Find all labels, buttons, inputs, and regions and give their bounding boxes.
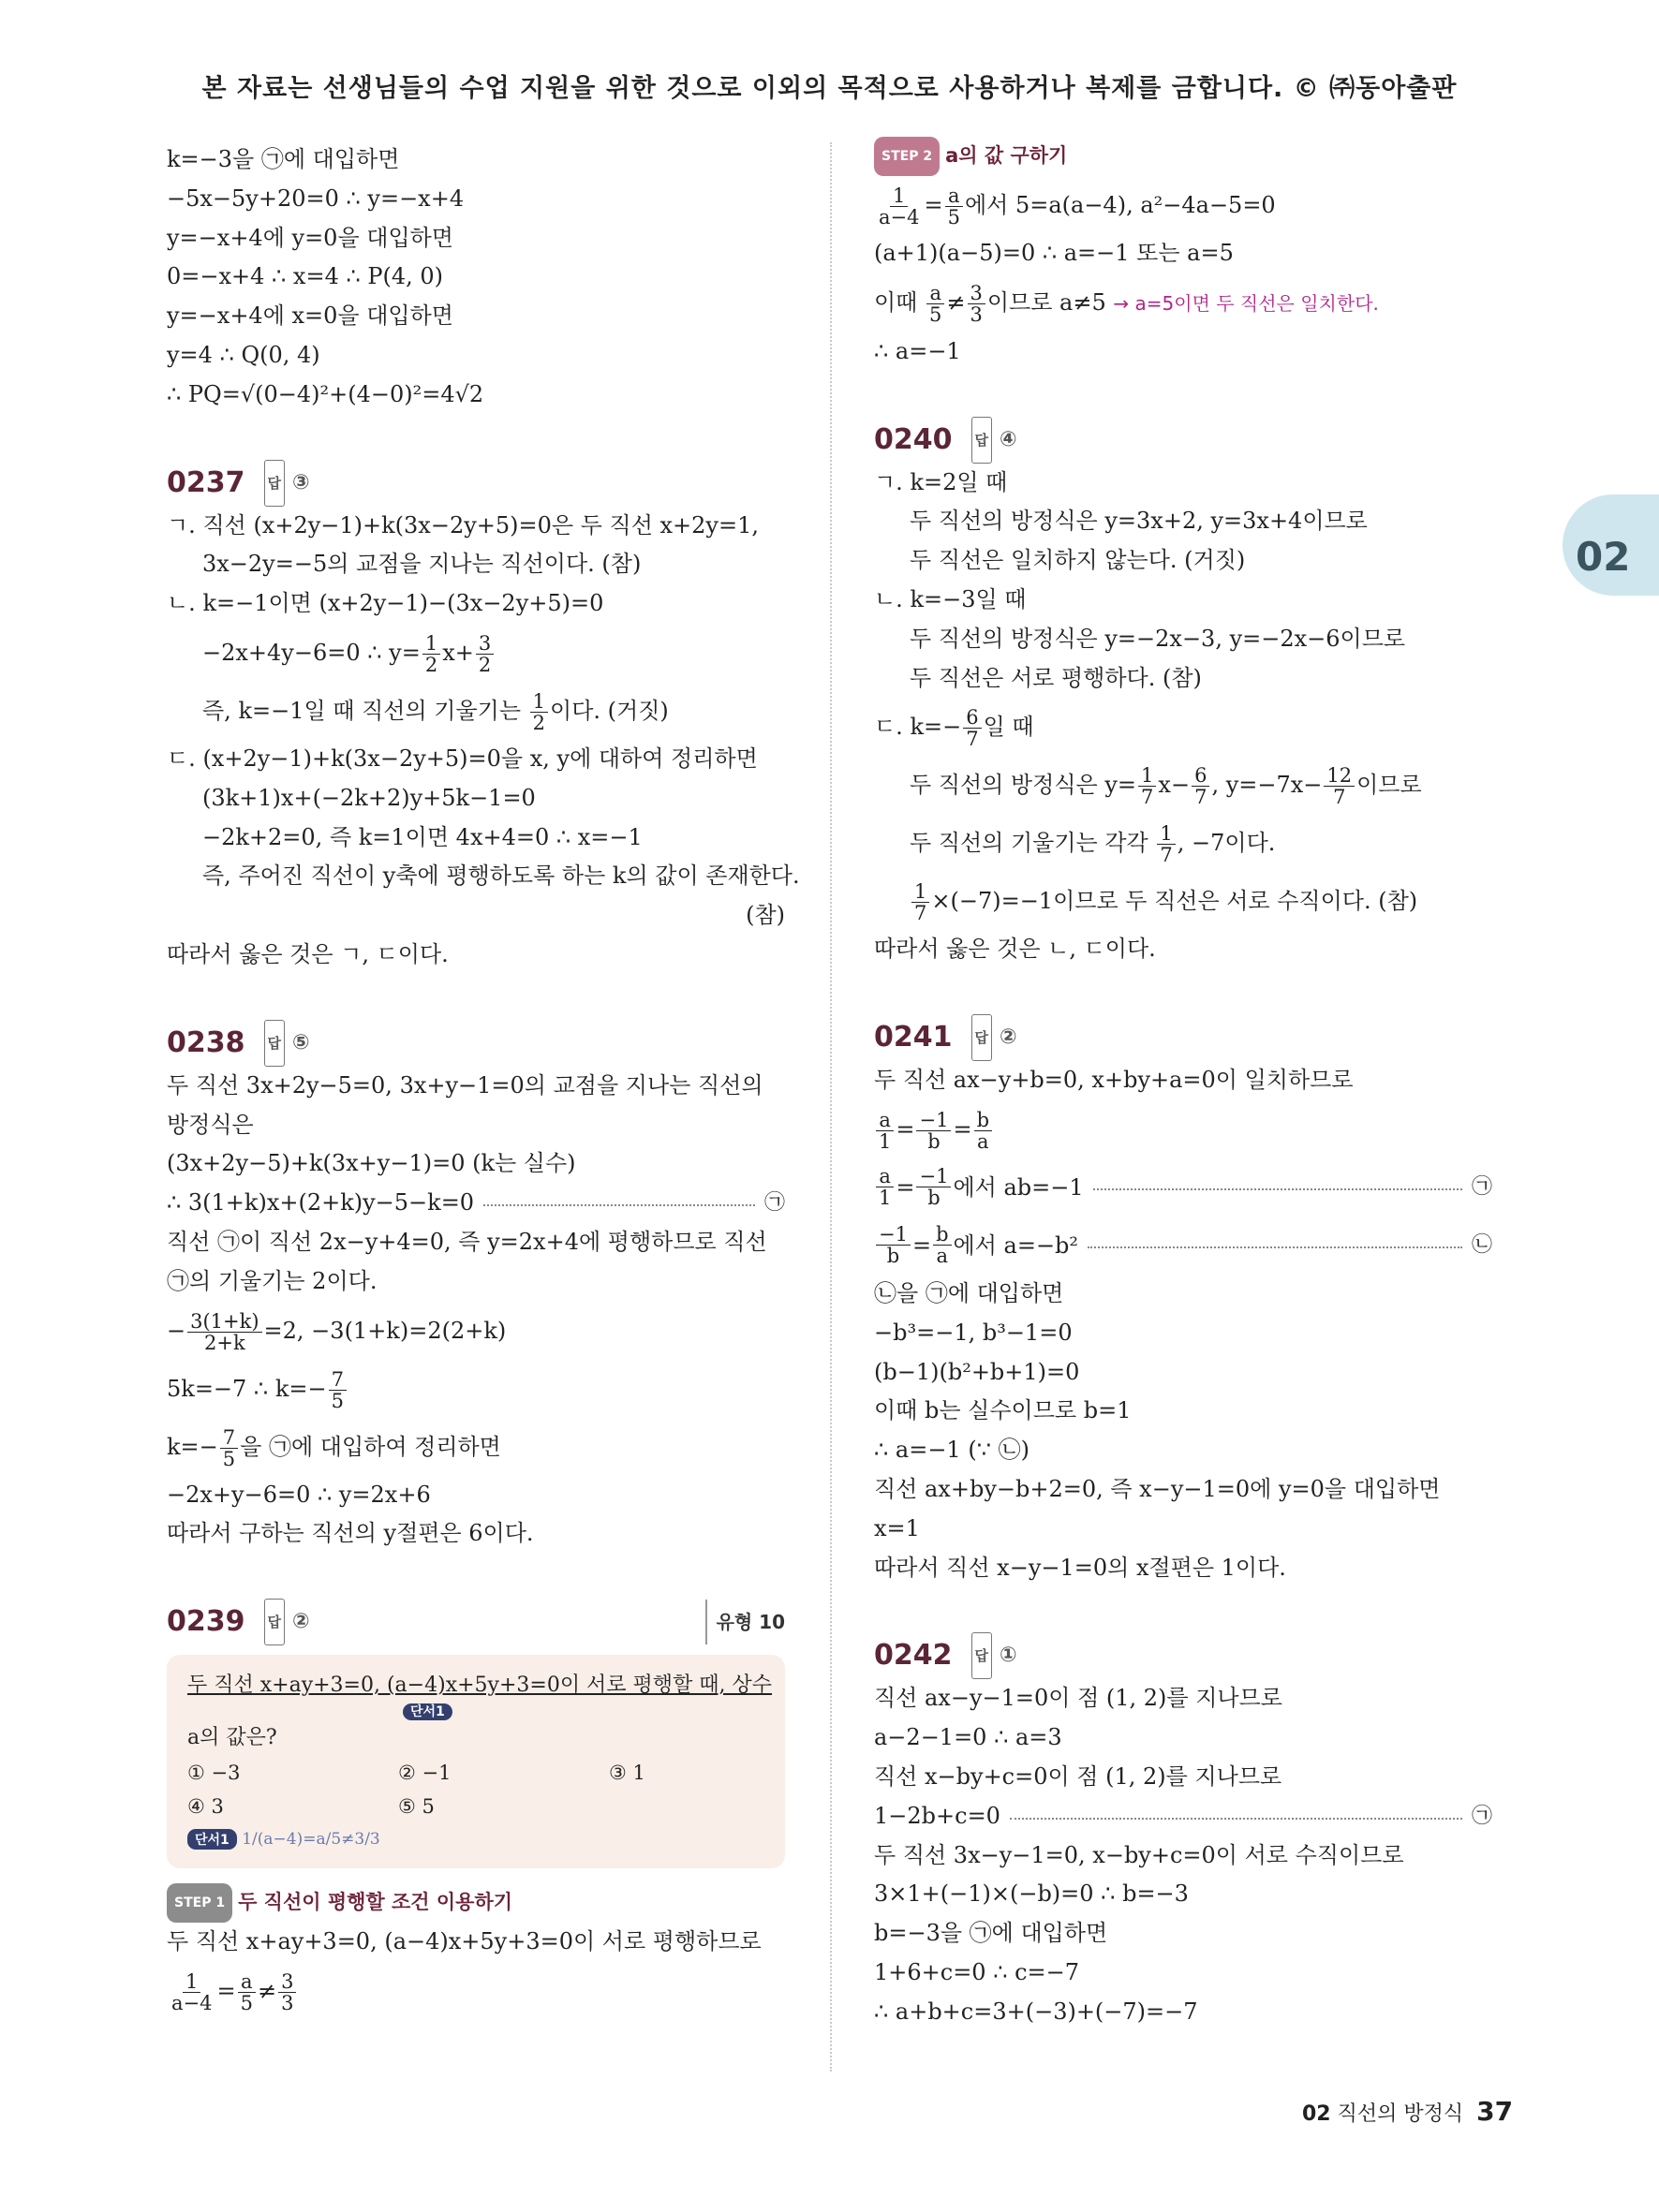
text-line: b=−3을 ㉠에 대입하면 xyxy=(874,1920,1108,1947)
text-line: ∴ a=−1 (∵ ㉡) xyxy=(874,1437,1029,1464)
fraction: $\frac{a}{5}$ xyxy=(238,1971,256,2013)
text-line: 두 직선 3x+2y−5=0, 3x+y−1=0의 교점을 지나는 직선의 xyxy=(167,1071,763,1099)
choice: ⑤ 5 xyxy=(398,1795,435,1819)
question-text: 두 직선 x+ay+3=0, (a−4)x+5y+3=0이 서로 평행할 때, 상수 xyxy=(187,1674,773,1698)
text-line: 따라서 옳은 것은 ㄴ, ㄷ이다. xyxy=(874,936,1156,963)
text-line: −2x+4y−6=0 ∴ y= $\frac{1}{2}$ x+ $\frac{3}{2}$ xyxy=(167,624,785,682)
problem-0238 xyxy=(167,1020,785,1554)
text-line: 즉, k=−1일 때 직선의 기울기는 $\frac{1}{2}$ 이다. (거짓) xyxy=(202,689,669,734)
text-line: k=−3을 ㉠에 대입하면 xyxy=(167,146,400,172)
answer-badge: 답 ⑤ xyxy=(264,1020,310,1067)
copyright-header: 본 자료는 선생님들의 수업 지원을 위한 것으로 이외의 목적으로 사용하거나 복제를 금합니다. © ㈜동아출판 xyxy=(201,74,1458,103)
answer-badge: 답 ② xyxy=(264,1599,310,1645)
choice: ① −3 xyxy=(187,1762,241,1785)
text-line: 5k=−7 ∴ k=− $\frac{7}{5}$ xyxy=(167,1360,785,1418)
left-column xyxy=(167,140,800,2020)
text-line: ㄱ. 직선 (x+2y−1)+k(3x−2y+5)=0은 두 직선 x+2y=1, xyxy=(167,511,759,538)
text-line: y=−x+4에 y=0을 대입하면 xyxy=(167,224,453,251)
text-line: 두 직선은 일치하지 않는다. (거짓) xyxy=(910,547,1246,574)
problem-number: 0241 답 ② xyxy=(874,1014,1492,1061)
problem-number: 0237 답 ③ xyxy=(167,460,785,507)
page-footer: 02 직선의 방정식 37 xyxy=(1302,2096,1514,2127)
text-line: ㄴ. k=−1이면 (x+2y−1)−(3x−2y+5)=0 xyxy=(167,590,604,617)
text-line: 두 직선의 방정식은 y=3x+2, y=3x+4이므로 xyxy=(910,508,1368,535)
fraction: $\frac{1}{a-4}$ xyxy=(171,1969,213,2014)
text-line: k=− $\frac{7}{5}$ 을 ㉠에 대입하여 정리하면 xyxy=(167,1425,501,1470)
fraction: $\frac{1}{7}$ xyxy=(1157,823,1175,865)
text-line: ∴ 3(1+k)x+(2+k)y−5−k=0 ㉠ xyxy=(167,1189,785,1217)
fraction: $\frac{7}{5}$ xyxy=(220,1427,238,1469)
text-line: $\frac{a}{1}$ = $\frac{-1}{b}$ = $\frac{b}{a}$ xyxy=(874,1100,1492,1158)
text-line: $\frac{a}{1}$ = $\frac{-1}{b}$ 에서 ab=−1 ㉠ xyxy=(874,1158,1492,1217)
text-line: $\frac{-1}{b}$ = $\frac{b}{a}$ 에서 a=−b² ㉡ xyxy=(874,1217,1492,1275)
fraction: $\frac{1}{2}$ xyxy=(422,633,440,675)
problem-0242 xyxy=(874,1632,1492,2031)
text-line: ㄴ. k=−3일 때 xyxy=(874,585,1027,612)
choice: ④ 3 xyxy=(187,1795,224,1819)
problem-0239 xyxy=(167,1599,785,2020)
text-line: 직선 x−by+c=0이 점 (1, 2)를 지나므로 xyxy=(874,1762,1282,1790)
fraction: $\frac{-1}{b}$ xyxy=(876,1224,911,1266)
text-line: 두 직선 3x−y−1=0, x−by+c=0이 서로 수직이므로 xyxy=(874,1841,1404,1868)
intro-solution xyxy=(167,140,785,415)
text-line: y=4 ∴ Q(0, 4) xyxy=(167,341,320,368)
text-line: 따라서 구하는 직선의 y절편은 6이다. xyxy=(167,1520,534,1547)
fraction: $\frac{6}{7}$ xyxy=(963,707,981,749)
text-line: 따라서 직선 x−y−1=0의 x절편은 1이다. xyxy=(874,1554,1286,1581)
text-line: ㄱ. k=2일 때 xyxy=(874,468,1008,495)
chapter-tab: 02 xyxy=(1563,494,1659,596)
text-line: (3x+2y−5)+k(3x+y−1)=0 (k는 실수) xyxy=(167,1150,576,1177)
fraction: $\frac{a}{1}$ xyxy=(876,1110,894,1152)
text-line: 두 직선의 기울기는 각각 $\frac{1}{7}$ , −7이다. xyxy=(910,822,1276,867)
problem-number: 0239 답 ② 유형 10 xyxy=(167,1599,785,1645)
fraction: $\frac{3}{3}$ xyxy=(278,1971,296,2013)
text-line: 3×1+(−1)×(−b)=0 ∴ b=−3 xyxy=(874,1880,1189,1908)
text-line: ㄷ. k=− $\frac{6}{7}$ 일 때 xyxy=(874,706,1034,751)
text-line: ㄷ. (x+2y−1)+k(3x−2y+5)=0을 x, y에 대하여 정리하면 xyxy=(167,745,758,772)
text-line: y=−x+4에 x=0을 대입하면 xyxy=(167,302,453,330)
text-line: 두 직선 x+ay+3=0, (a−4)x+5y+3=0이 서로 평행하므로 xyxy=(167,1928,762,1955)
choices xyxy=(187,1756,764,1823)
text-line: (b−1)(b²+b+1)=0 xyxy=(874,1358,1080,1385)
text-line: 이때 b는 실수이므로 b=1 xyxy=(874,1397,1132,1424)
fraction: $\frac{6}{7}$ xyxy=(1192,765,1209,807)
fraction: $\frac{a}{5}$ xyxy=(945,185,963,228)
text-line: 두 직선의 방정식은 y= $\frac{1}{7}$ x− $\frac{6}{7}$ , y=−7x− $\frac{12}{7}$ 이므로 xyxy=(910,764,1422,809)
text-line: $\frac{1}{7}$ ×(−7)=−1이므로 두 직선은 서로 수직이다. (참) xyxy=(874,872,1492,930)
answer-badge: 답 ④ xyxy=(971,417,1017,464)
step-heading: STEP 2 a의 값 구하기 xyxy=(874,137,1492,176)
fraction: $\frac{3}{3}$ xyxy=(968,283,985,325)
text-line: −b³=−1, b³−1=0 xyxy=(874,1319,1073,1346)
text-line: (3k+1)x+(−2k+2)y+5k−1=0 xyxy=(202,784,536,811)
choice: ② −1 xyxy=(398,1762,452,1785)
text-line: 1−2b+c=0 ㉠ xyxy=(874,1802,1492,1829)
problem-0241 xyxy=(874,1014,1492,1587)
text-line: ㉡을 ㉠에 대입하면 xyxy=(874,1279,1064,1306)
page-number: 37 xyxy=(1476,2096,1514,2127)
text-line: ∴ a+b+c=3+(−3)+(−7)=−7 xyxy=(874,1998,1198,2025)
text-line: ∴ a=−1 xyxy=(874,337,961,364)
text-line: 즉, 주어진 직선이 y축에 평행하도록 하는 k의 값이 존재한다. xyxy=(202,863,800,890)
step2-section xyxy=(874,137,1492,372)
fraction: $\frac{a}{5}$ xyxy=(926,283,944,325)
text-line: ∴ PQ=√(0−4)²+(4−0)²=4√2 xyxy=(167,380,484,407)
text-line: 이때 $\frac{a}{5}$ ≠ $\frac{3}{3}$ 이므로 a≠5 → a=5이면 두 직선은 일치한다. xyxy=(874,281,1379,326)
text-line: $\frac{1}{a-4}$ = $\frac{a}{5}$ 에서 5=a(a−4), a²−4a−5=0 xyxy=(874,176,1492,234)
text-line: 두 직선 ax−y+b=0, x+by+a=0이 일치하므로 xyxy=(874,1067,1354,1094)
problem-number: 0242 답 ① xyxy=(874,1632,1492,1679)
fraction: $\frac{-1}{b}$ xyxy=(916,1110,951,1152)
fraction: $\frac{b}{a}$ xyxy=(933,1224,951,1266)
fraction: $\frac{1}{7}$ xyxy=(911,881,929,923)
fraction: $\frac{3(1+k)}{2+k}$ xyxy=(187,1311,261,1353)
text-line: 3x−2y=−5의 교점을 지나는 직선이다. (참) xyxy=(202,551,642,578)
text-line: ㉠의 기울기는 2이다. xyxy=(167,1267,378,1294)
fraction: $\frac{-1}{b}$ xyxy=(916,1166,951,1208)
question-text: a의 값은? xyxy=(187,1726,277,1750)
choice: ③ 1 xyxy=(609,1762,645,1785)
question-box xyxy=(167,1655,785,1868)
text-line: − $\frac{3(1+k)}{2+k}$ =2, −3(1+k)=2(2+k) xyxy=(167,1309,507,1354)
problem-type-tag: 유형 10 xyxy=(705,1600,785,1644)
text-line: 따라서 옳은 것은 ㄱ, ㄷ이다. xyxy=(167,940,449,967)
text-line: (참) xyxy=(746,902,785,929)
text-line: 1+6+c=0 ∴ c=−7 xyxy=(874,1958,1080,1985)
step-heading: STEP 1 두 직선이 평행할 조건 이용하기 xyxy=(167,1883,785,1923)
text-line: −2x+y−6=0 ∴ y=2x+6 xyxy=(167,1481,431,1508)
fraction: $\frac{7}{5}$ xyxy=(329,1369,347,1411)
fraction: $\frac{3}{2}$ xyxy=(476,633,494,675)
text-line: 직선 ax−y−1=0이 점 (1, 2)를 지나므로 xyxy=(874,1685,1282,1712)
right-column xyxy=(874,140,1492,2032)
fraction: $\frac{b}{a}$ xyxy=(974,1110,992,1152)
text-line: 직선 ㉠이 직선 2x−y+4=0, 즉 y=2x+4에 평행하므로 직선 xyxy=(167,1228,767,1255)
text-line: 직선 ax+by−b+2=0, 즉 x−y−1=0에 y=0을 대입하면 xyxy=(874,1475,1441,1502)
column-divider xyxy=(830,142,832,2072)
fraction: $\frac{1}{7}$ xyxy=(1138,765,1156,807)
problem-number: 0238 답 ⑤ xyxy=(167,1020,785,1067)
text-line: (a+1)(a−5)=0 ∴ a=−1 또는 a=5 xyxy=(874,240,1234,266)
fraction: $\frac{a}{1}$ xyxy=(876,1166,894,1208)
problem-0237 xyxy=(167,460,800,975)
text-line: 0=−x+4 ∴ x=4 ∴ P(4, 0) xyxy=(167,263,444,290)
text-line: −2k+2=0, 즉 k=1이면 4x+4=0 ∴ x=−1 xyxy=(202,823,643,850)
answer-badge: 답 ① xyxy=(971,1632,1017,1679)
text-line: −5x−5y+20=0 ∴ y=−x+4 xyxy=(167,184,465,212)
text-line: 두 직선의 방정식은 y=−2x−3, y=−2x−6이므로 xyxy=(910,625,1406,652)
hint-row: 단서1 1/(a−4)=a/5≠3/3 xyxy=(187,1829,764,1850)
fraction: $\frac{1}{2}$ xyxy=(530,691,548,733)
text-line: a−2−1=0 ∴ a=3 xyxy=(874,1724,1062,1751)
problem-number: 0240 답 ④ xyxy=(874,417,1492,464)
text-line: $\frac{1}{a-4}$ = $\frac{a}{5}$ ≠ $\frac{3}{3}$ xyxy=(167,1962,785,2020)
text-line: x=1 xyxy=(874,1514,920,1541)
side-note: → a=5이면 두 직선은 일치한다. xyxy=(1113,291,1379,315)
fraction: $\frac{1}{a-4}$ xyxy=(879,184,920,229)
fraction: $\frac{12}{7}$ xyxy=(1324,765,1355,807)
text-line: 두 직선은 서로 평행하다. (참) xyxy=(910,664,1202,691)
answer-badge: 답 ③ xyxy=(264,460,310,507)
answer-badge: 답 ② xyxy=(971,1014,1017,1061)
hint-badge: 단서1 xyxy=(403,1703,452,1720)
problem-0240 xyxy=(874,417,1492,970)
text-line: 방정식은 xyxy=(167,1111,254,1138)
